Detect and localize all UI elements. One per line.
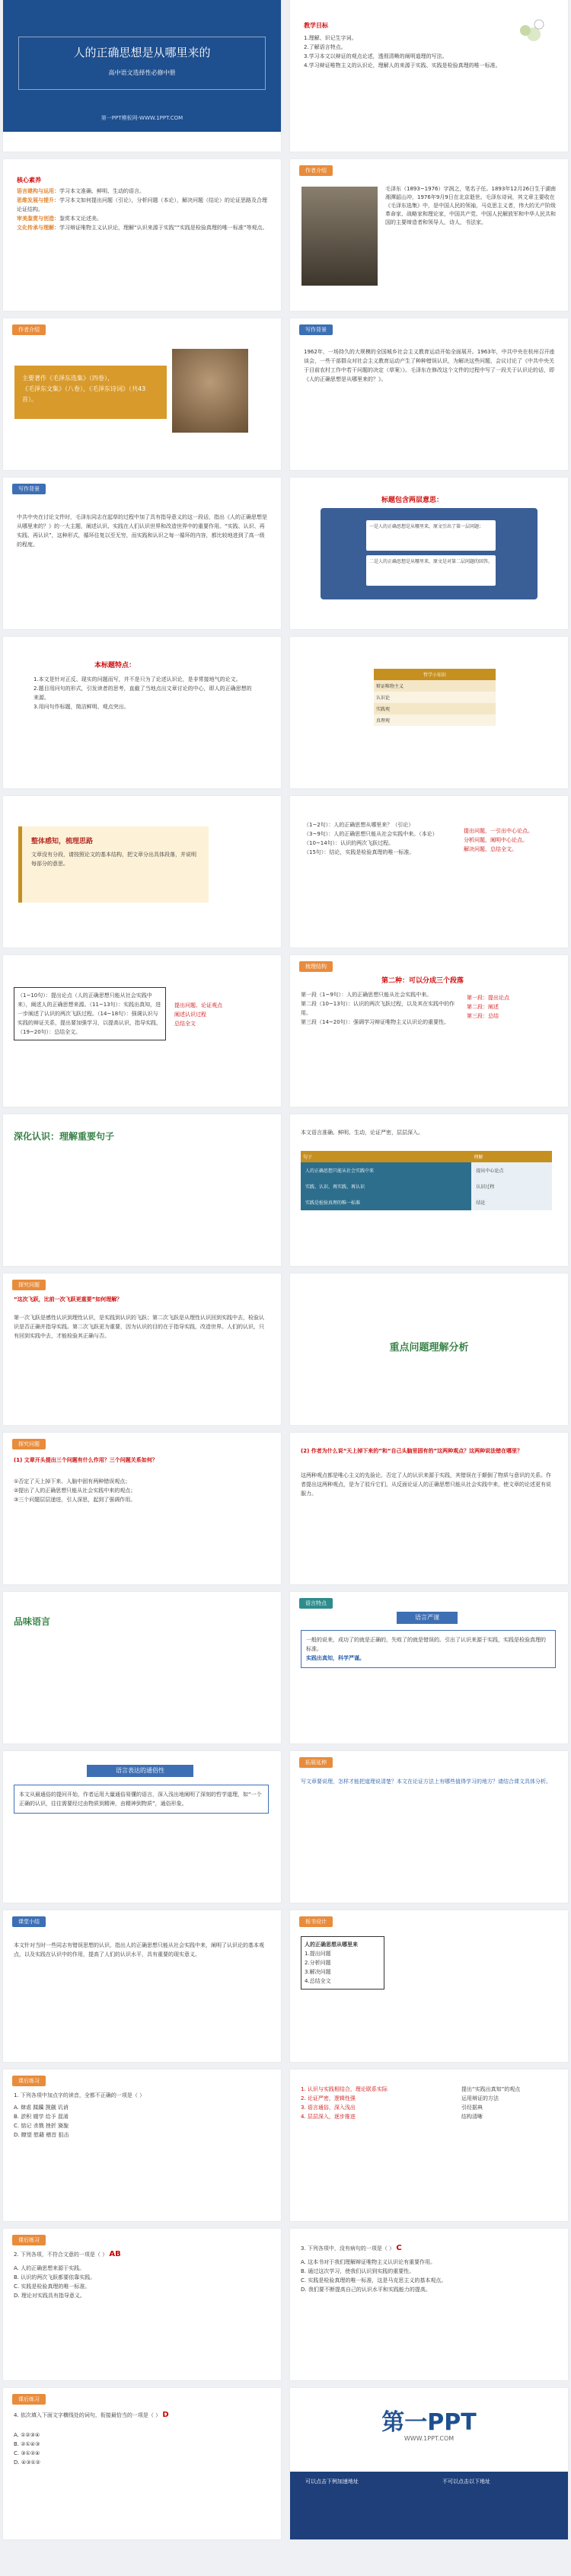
subtitle-text: 高中语文选择性必修中册 [108,69,176,76]
table-row: 真理观 [374,714,496,726]
table-cell: 认识过程 [471,1178,552,1194]
slide-9-title-features [3,637,281,788]
explore-answer: 第一次飞跃是感性认识到理性认识，是实践到认识的飞跃；第二次飞跃是从理性认识回到实践中去，检验认识是否正确并指导实践。第二次飞跃更为重要，因为认识的目的在于指导实践，改造世界。人们的认识，只有回到实践中去，才能检验其正确与否。 [14,1315,264,1339]
q2-question: (2) 作者为什么说“天上掉下来的”和“自己头脑里固有的”这两种观点？这两种说法错在哪里？ [301,1448,523,1454]
q1-question: (1) 文章开头提出三个问题有什么作用？三个问题关系如何？ [14,1457,158,1463]
section-tag: 写作背景 [299,324,333,335]
core-item: 文化传承与理解：学习辩证唯物主义认识论，理解“认识来源于实践”“实践是检验真理的唯一标准”等观点。 [17,225,268,231]
method-note: 提出“实践出真知”的观点 [461,2086,521,2092]
section-tag: 语言特点 [299,1598,333,1609]
structure-item: （15句）：结论，实践是检验真理的唯一标准。 [304,849,415,855]
slide-14-three-parts [290,955,568,1107]
q1-answer: ①否定了天上掉下来、人脑中固有两种错误观点； [14,1478,131,1485]
slide-1-title [3,0,281,152]
goal-item: 1.理解、识记生字词。 [304,35,357,41]
section-tag: 梳理结构 [299,961,333,972]
feature-item: 2.题目用问句的形式，引发读者的思考，直截了当地点出文章讨论的中心，即人的正确思想的来源。 [33,686,252,701]
summary-text: 本文针对当时一些同志有错误思想的认识，指出人的正确思想只能从社会实践中来，阐明了认识论的基本观点，以及实践在认识中的作用，提高了人们的认识水平，具有重要的现实意义。 [14,1942,264,1958]
q2-answer: 这两种观点都是唯心主义的先验论，否定了人的认识来源于实践，其错误在于颠倒了物质与意识的关系。作者提出这两种观点，是为了驳斥它们，从反面论证人的正确思想只能从社会实践中来，使文章的论述更有说服力。 [301,1472,551,1497]
method-note: 运用辩证的方法 [461,2095,499,2101]
structure-note: 解决问题，总结全文。 [464,846,517,852]
slide-8-title-meaning [290,478,568,629]
part-note: 第一段：提出论点 [467,995,509,1001]
core-item-label: 审美鉴赏与创造 [17,216,54,222]
paragraph-text: （1~10句）：提出论点（人的正确思想只能从社会实践中来），阐述人的正确思想来源。（11~13句）：实践出真知，进一步阐述了认识的两次飞跃过程。（14~18句）：强调认识与实践的辩证关系，提出要加强学习，以提高认识，指导实践，（19~20句）：总结全文。 [14,987,166,1040]
board-item: 3.解决问题 [305,1969,331,1975]
core-item-label: 语言建构与运用 [17,188,54,194]
rigor-text: 一般的说来，成功了的就是正确的，失败了的就是错误的。引出了认识来源于实践，实践是检验真理的标准。 [306,1637,546,1652]
sentences-intro: 本文语言准确、鲜明、生动，论证严密，层层深入。 [301,1130,423,1136]
paragraph-note: 阐述认识过程 [174,1012,206,1018]
goals-list [304,34,532,70]
part-item: 第一段（1~9句）：人的正确思想只能从社会实践中来。 [301,992,432,998]
overview-heading: 整体感知，梳理思路 [31,838,94,845]
end-url: WWW.1PPT.COM [404,2435,455,2442]
end-left-link[interactable]: 可以点击下例加速地址 [305,2479,359,2485]
slide-28-methods [290,2069,568,2221]
works-box [14,366,167,419]
end-logo: 第一PPT [381,2409,477,2436]
section-tag: 课堂小结 [12,1916,46,1927]
knowledge-table [374,669,496,726]
slide-25-summary [3,1910,281,2062]
quote-2: 二是人的正确思想是从哪里来，原文是对第二层问题的回答。 [369,559,493,564]
quote-card [366,520,496,551]
slide-11-overview [3,796,281,948]
popular-label: 语言表达的通俗性 [87,1765,193,1777]
exercise-question [14,2250,269,2259]
portrait-image [172,349,248,433]
exercise-question [14,2411,269,2420]
slide-22-rigor [290,1592,568,1743]
goals-heading: 教学目标 [304,22,328,29]
feature-item: 1.本文是针对正反、现实的问题而写，并不是只为了论述认识论，是非常接地气的论文。 [33,676,241,682]
section-tag: 板书设计 [299,1916,333,1927]
feature-item: 3.用问句作标题，简洁鲜明、观点突出。 [33,704,129,710]
slide-23-popular [3,1751,281,1903]
table-row: 实践观 [374,703,496,714]
slide-27-exercise-1 [3,2069,281,2221]
exercise-option: B. 通过这次学习，使我们认识到实践的重要性。 [301,2268,415,2274]
slide-18-key-questions [290,1274,568,1425]
board-item: 4.总结全文 [305,1978,331,1984]
exercise-option: D. ④③①② [14,2459,40,2466]
goal-item: 2.了解语言特点。 [304,44,346,50]
slide-12-structure [290,796,568,948]
core-heading: 核心素养 [17,177,41,184]
exercise-question [301,2244,556,2253]
structure-item: （3~9句）：人的正确思想只能从社会实践中来。（本论） [304,831,438,837]
slide-7-background [3,478,281,629]
footer-text: 第一PPT模板网-WWW.1PPT.COM [100,115,183,121]
goal-item: 4.学习辩证唯物主义的认识论，理解人的来源于实践、实践是检验真理的唯一标准。 [304,62,501,69]
board-item: 2.分析问题 [305,1960,331,1966]
table-cell: 实践是检验真理的唯一标准 [301,1194,471,1210]
flower-icon [515,15,553,53]
table-cell: 实践、认识、再实践、再认识 [301,1178,471,1194]
part-item: 第二段（10~13句）：认识的两次飞跃过程，以及其在实践中的作用。 [301,1001,455,1016]
table-row: 认识论 [374,692,496,703]
rigor-highlight: 实践出真知，科学严谨。 [306,1655,365,1661]
explore-question: “这次飞跃，比前一次飞跃更重要”如何理解？ [14,1296,123,1302]
bottom-bar [3,132,281,152]
section-tag: 课后练习 [12,2394,46,2405]
rigor-label: 语言严谨 [397,1612,458,1624]
table-cell: 提出中心论点 [471,1162,552,1178]
slide-5-works [3,318,281,470]
exercise-question-text: 2. 下列各项，不符合文意的一项是（ ） [14,2252,108,2258]
slide-24-extend [290,1751,568,1903]
three-parts-title: 第二种：可以分成三个段落 [381,977,464,985]
extend-question: 写文章要说理，怎样才能把道理说清楚？本文在论证方法上有哪些值得学习的地方？请结合课文具体分析。 [301,1779,551,1785]
meaning-heading: 标题包含两层意思： [381,497,444,504]
table-header: 哲学小知识 [374,669,496,680]
quote-card [366,555,496,586]
method-item: 4. 层层深入，逐步推进 [301,2114,356,2120]
slide-31-exercise-4 [3,2388,281,2539]
exercise-answer: D [162,2411,169,2419]
core-item-label: 思维发展与提升 [17,197,54,203]
exercise-option: A. ①②③④ [14,2432,40,2438]
exercise-option: A. 这本书对于我们理解辩证唯物主义认识论有重要作用。 [301,2259,436,2265]
section-tag: 写作背景 [12,484,46,494]
popular-text: 本文从最通俗的提问开始，作者运用大量通俗易懂的语言，深入浅出地阐明了深刻的哲学道理，如“一个正确的认识，往往需要经过由物质到精神，由精神到物质”，通俗形象。 [19,1791,262,1807]
slide-13-paragraphs [3,955,281,1107]
author-text: 毛泽东（1893~1976）字润之，笔名子任。1893年12月26日生于湖南湘潭韶山冲，1976年9月9日在北京逝世。毛泽东诗词，其文章主要收在《毛泽东选集》中，是中国人民的领袖，马克思主义者，伟大的无产阶级革命家、战略家和理论家，中国共产党、中国人民解放军和中华人民共和国的主要缔造者和领导人，诗人，书法家。 [385,186,557,225]
exercise-question-text: 4. 依次填入下面文字横线处的词句，衔接最恰当的一项是（ ） [14,2412,161,2418]
exercise-option: C. 实践是检验真理的唯一标准，这是马克思主义的基本观点。 [301,2277,447,2284]
slide-3-core [3,159,281,311]
slide-2-goals [290,0,568,152]
quote-1: 一是人的正确思想是从哪里来，原文引出了第一层问题； [369,524,484,529]
structure-item: （10~14句）：认识的两次飞跃过程。 [304,840,394,846]
paragraph-note: 提出问题、论证观点 [174,1002,222,1008]
core-item: 语言建构与运用：学习本文准确、鲜明、生动的语言。 [17,188,145,194]
slide-21-language [3,1592,281,1743]
end-right-link[interactable]: 不可以点击以下地址 [442,2479,490,2485]
exercise-option: C. ③①②④ [14,2450,40,2456]
slide-16-sentences [290,1114,568,1266]
slide-19-q1 [3,1433,281,1584]
exercise-option: A. 人的正确思想来源于实践。 [14,2265,85,2271]
exercise-option: A. 肆虐 蹂躏 觊觎 讥诮 [14,2105,69,2111]
table-header: 理解 [471,1151,552,1162]
q1-answer: ②提出了人的正确思想只能从社会实践中来的观点； [14,1488,136,1494]
overview-box [18,826,209,903]
core-item-text: 学习辩证唯物主义认识论，理解“认识来源于实践”“实践是检验真理的唯一标准”等观点。 [59,225,268,231]
rigor-box [301,1630,556,1668]
slide-17-explore [3,1274,281,1425]
background-text: 中共中央在讨论文件时，毛泽东同志在起草的过程中加了具有指导意义的这一段话，指出《人的正确思想是从哪里来的？》的一大主题，阐述认识、实践在人们认识世界和改造世界中的重要作用。“实践、认识、再实践、再认识”，这种形式，循环往复以至无穷，而实践和认识之每一循环的内容，都比较地进到了高一级的程度。 [17,514,267,548]
board-box [301,1936,384,1990]
section-tag: 作者介绍 [299,165,333,176]
section-tag: 探究问题 [12,1439,46,1449]
core-item: 思维发展与提升：学习本文如何提出问题（引论），分析问题（本论），解决问题（结论）的论证思路及合理论证结构。 [17,197,267,213]
slide-20-q2 [290,1433,568,1584]
exercise-answer: AB [109,2250,121,2258]
exercise-option: B. 认识的两次飞跃都要依靠实践。 [14,2274,96,2280]
part-note: 第三段：总结 [467,1013,499,1019]
exercise-option: D. 我们要不断提高自己的认识水平和实践能力的提高。 [301,2287,431,2293]
exercise-option: C. 实践是检验真理的唯一标准。 [14,2284,91,2290]
table-row: 辩证唯物主义 [374,680,496,692]
author-photo [301,187,378,286]
exercise-question-text: 3. 下列各项中，没有病句的一项是（ ） [301,2245,395,2252]
works-line: 主要著作《毛泽东选集》（四卷）， [22,375,113,382]
table-cell: 结论 [471,1194,552,1210]
exercise-option: B. ②①④③ [14,2441,40,2447]
slide-6-background [290,318,568,470]
slide-10-table [290,637,568,788]
section-tag: 课后练习 [12,2235,46,2245]
exercise-option: D. 理论对实践具有指导意义。 [14,2293,85,2299]
table-cell: 人的正确思想只能从社会实践中来 [301,1162,471,1178]
sentences-table [301,1151,552,1210]
section-tag: 作者介绍 [12,324,46,335]
language-title: 品味语言 [14,1616,51,1627]
paragraph-note: 总结全文 [174,1021,196,1027]
method-item: 1. 认识与实践相结合，理论联系实际 [301,2086,388,2092]
section-tag: 课后练习 [12,2076,46,2086]
slide-32-end [290,2388,568,2539]
core-item-text: 学习本文准确、鲜明、生动的语言。 [59,188,145,194]
title-text: 人的正确思想是从哪里来的 [73,46,211,59]
table-header: 句子 [301,1151,471,1162]
exercise-option: C. 惦记 杀戮 挫折 旖旎 [14,2123,69,2129]
slide-15-deepen [3,1114,281,1266]
structure-note: 提出问题，一引出中心论点。 [464,828,533,834]
exercise-option: D. 瞭望 慰藉 稽首 狙击 [14,2132,69,2138]
goal-item: 3.学习本文以辩证的观点论述，透彻清晰的阐明道理的写法。 [304,53,448,59]
exercise-option: B. 淤积 辍学 给予 混淆 [14,2114,69,2120]
board-item: 1.提出问题 [305,1951,331,1957]
exercise-question: 1. 下列各项中加点字的读音，全都不正确的一项是（ ） [14,2092,145,2098]
slide-26-board [290,1910,568,2062]
slide-29-exercise-2 [3,2229,281,2380]
board-title: 人的正确思想从哪里来 [305,1942,358,1948]
method-item: 2. 论证严密，逻辑性强 [301,2095,356,2101]
deepen-title: 深化认识：理解重要句子 [14,1131,115,1142]
structure-item: （1~2句）：人的正确思想从哪里来？（引论） [304,822,414,828]
part-item: 第三段（14~20句）：强调学习辩证唯物主义认识论的重要性。 [301,1019,450,1025]
method-item: 3. 语言通俗，深入浅出 [301,2105,356,2111]
slide-30-exercise-3 [290,2229,568,2380]
exercise-answer: C [396,2244,402,2252]
method-note: 引经据典 [461,2105,483,2111]
section-tag: 探究问题 [12,1280,46,1290]
slide-4-author [290,159,568,311]
method-note: 结构清晰 [461,2114,483,2120]
core-item-label: 文化传承与理解 [17,225,54,231]
section-tag: 拓展延伸 [299,1757,333,1768]
structure-note: 分析问题，阐明中心论点。 [464,837,528,843]
core-item-text: 鉴赏本文论述美。 [59,216,102,222]
q1-answer: ③三个问题层层递进，引人深思，起到了强调作用。 [14,1497,136,1503]
core-item-text: 学习本文如何提出问题（引论），分析问题（本论），解决问题（结论）的论证思路及合理论证结构。 [17,197,267,213]
features-heading: 本标题特点： [94,662,136,670]
part-note: 第二段：阐述 [467,1004,499,1010]
core-item: 审美鉴赏与创造：鉴赏本文论述美。 [17,216,102,222]
key-questions-title: 重点问题理解分析 [389,1342,469,1354]
popular-box [14,1785,269,1814]
works-line: 《毛泽东文集》（八卷），《毛泽东诗词》（共43首）。 [22,385,146,403]
background-text: 1962年，一场持久的大规模的全国城乡社会主义教育运动开始全面展开。1963年，中共中央在杭州召开座谈会，一些干部群众对社会主义教育运动产生了种种错误认识，为解决这些问题，会议讨论了《中共中央关于目前农村工作中若干问题的决定（草案）》。毛泽东在修改这个文件的过程中写了一段关于认识论的话，即《人的正确思想是从哪里来的？》。 [304,349,555,382]
overview-text: 文章没有分段，请按照论文的基本结构，把文章分出具体段落，并说明每部分的意思。 [31,852,196,867]
